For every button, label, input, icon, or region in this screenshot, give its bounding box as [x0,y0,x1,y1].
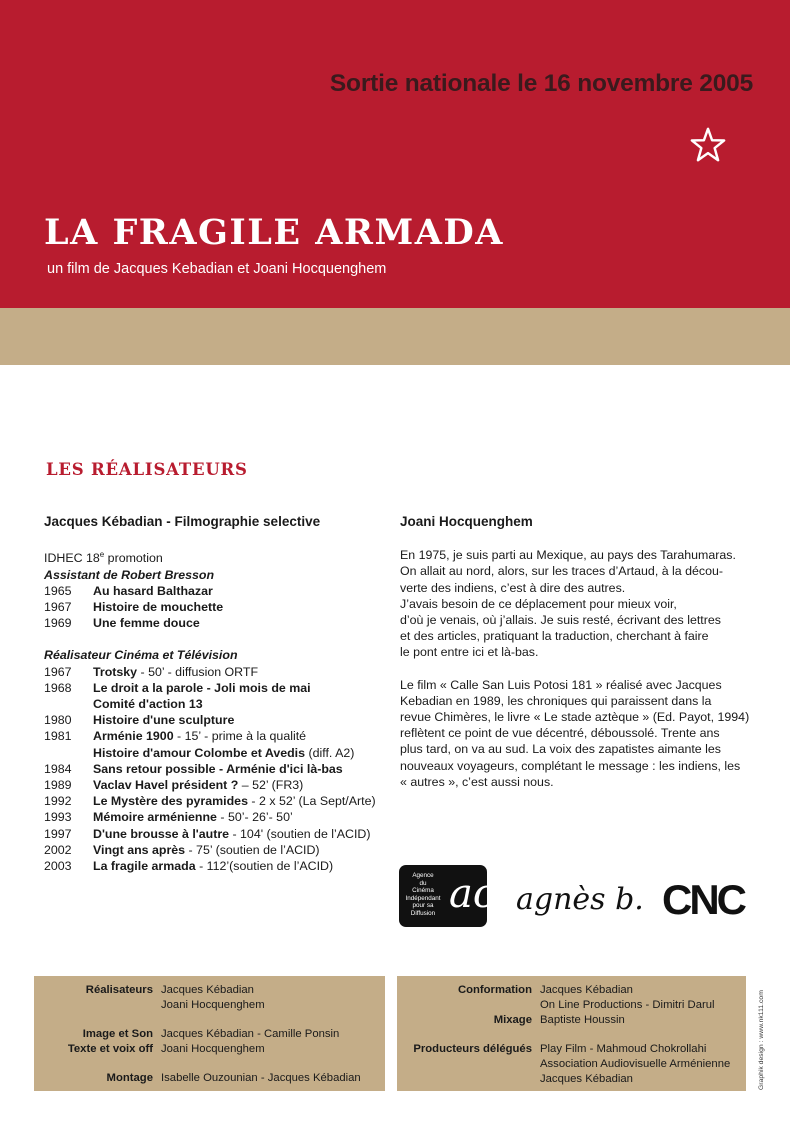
credit-row [34,1027,361,1042]
credit-gap [397,1028,730,1042]
film-year: 1989 [44,777,72,792]
credits-list-left [34,983,361,1086]
acid-logo-mark: acid [449,871,534,917]
film-entry [93,809,384,825]
design-credit: Graphik design : www.nk111.com [758,990,765,1090]
idhec-line: IDHEC 18e promotion [44,550,163,566]
film-entry [93,615,384,631]
bio-column [400,514,750,790]
film-year: 1992 [44,794,72,809]
film-title: Vingt ans après [93,842,186,857]
film-info: – 52’ (FR3) [238,777,304,792]
film-title: LA FRAGILE ARMADA [44,212,504,253]
credit-row [34,1071,361,1086]
film-entry [93,728,384,744]
credit-value: Joani Hocquenghem [161,1043,265,1055]
film-row [44,680,384,696]
film-title: La fragile armada [93,858,196,873]
film-year [44,745,93,761]
credit-value: Joani Hocquenghem [161,999,265,1011]
credit-row [397,1072,730,1087]
film-year: 2003 [44,858,72,873]
film-row [44,712,384,728]
film-title: Sans retour possible - Arménie d'ici là-bas [93,761,343,776]
film-row [44,664,384,680]
film-title: D'une brousse à l'autre [93,826,230,841]
film-year: 2002 [44,842,72,857]
bio-heading: Joani Hocquenghem [400,514,533,529]
film-info: - 15’ - prime à la qualité [173,729,307,744]
film-title: Le Mystère des pyramides [93,794,248,809]
credits-box-right [397,976,746,1091]
film-entry [93,777,384,793]
credit-value: Isabelle Ouzounian - Jacques Kébadian [161,1072,361,1084]
film-entry [93,599,384,615]
film-year: 1981 [44,729,72,744]
film-year: 1969 [44,616,72,631]
film-title: Le droit a la parole - Joli mois de mai [93,680,311,695]
bio-line: plus tard, on va au sud. La voix des zapatistes aimante les [400,742,721,757]
acid-logo [399,865,534,927]
film-entry [93,696,384,712]
credit-label [397,1057,540,1072]
credit-label: Texte et voix off [67,1043,153,1055]
film-year: 1997 [44,826,72,841]
film-entry [93,858,384,874]
credit-label: Conformation [457,984,532,996]
credit-row [34,1042,361,1057]
film-info: - 50’- 26’- 50’ [216,810,293,825]
credit-value: Jacques Kébadian [161,984,254,996]
bio-line: Le film « Calle San Luis Potosi 181 » réalisé avec Jacques [400,677,722,692]
acid-logo-line: Agence [412,872,434,879]
film-title: Une femme douce [93,616,200,631]
bio-line: d’où je venais, où j’allais. Je suis resté, écrivant des lettres [400,613,721,628]
bio-line: J’avais besoin de ce déplacement pour mieux voir, [400,596,677,611]
director-heading: Réalisateur Cinéma et Télévision [44,648,238,663]
credit-label [397,1072,540,1087]
film-title: Comité d'action 13 [93,696,203,711]
bio-paragraph-2 [400,677,750,790]
credit-row [397,1042,730,1057]
film-row [44,858,384,874]
film-title: Trotsky [93,664,138,679]
film-row [44,809,384,825]
credit-value: Association Audiovisuelle Arménienne [540,1058,731,1070]
credit-label [34,998,161,1013]
acid-logo-text [401,872,445,917]
assistant-heading: Assistant de Robert Bresson [44,567,215,582]
credit-row [34,998,361,1013]
film-year: 1968 [44,680,72,695]
credits-box-left [34,976,385,1091]
film-row [44,599,384,615]
film-subtitle: un film de Jacques Kebadian et Joani Hocquenghem [47,261,387,277]
film-entry [93,583,384,599]
credit-row [34,983,361,998]
acid-logo-line: du [419,879,427,887]
credit-value: Baptiste Houssin [540,1014,625,1026]
film-title: Histoire d'amour Colombe et Avedis [93,745,306,760]
film-row [44,793,384,809]
acid-logo-line: Cinéma [412,887,434,894]
film-year: 1980 [44,713,72,728]
acid-logo-line: Indépendant [405,894,441,902]
film-year: 1967 [44,664,72,679]
film-year: 1984 [44,761,72,776]
film-entry [93,842,384,858]
release-date: Sortie nationale le 16 novembre 2005 [329,70,753,97]
bio-line: Kebadian en 1989, les chroniques qui paraissent dans la [400,693,712,708]
film-title: Vaclav Havel président ? [93,777,239,792]
filmography-column [44,514,384,874]
cnc-logo: CNC [662,876,744,923]
tan-band [0,308,790,365]
bio-line: le pont entre ici et là-bas. [400,645,539,660]
credit-label [397,998,540,1013]
section-title: LES RÉALISATEURS [46,460,248,479]
film-info: - 112’(soutien de l’ACID) [195,858,334,873]
film-row [44,745,384,761]
film-title: Histoire d'une sculpture [93,713,235,728]
credit-gap [34,1013,361,1027]
credit-label: Image et Son [82,1028,153,1040]
director-film-list [44,664,384,875]
assistant-film-list [44,583,384,632]
film-title: Au hasard Balthazar [93,583,213,598]
film-entry [93,826,384,842]
credits-list-right [397,983,730,1087]
film-year: 1965 [44,583,72,598]
filmography-heading: Jacques Kébadian - Filmographie selective [44,514,321,529]
film-row [44,777,384,793]
film-entry [93,712,384,728]
film-row [44,583,384,599]
film-entry [93,680,384,696]
credit-gap [34,1057,361,1071]
bio-paragraph-1 [400,547,745,660]
credit-value: On Line Productions - Dimitri Darul [540,999,715,1011]
film-row [44,615,384,631]
credit-value: Jacques Kébadian [540,1073,633,1085]
film-row [44,761,384,777]
film-title: Mémoire arménienne [93,810,217,825]
film-info: - 2 x 52’ (La Sept/Arte) [247,794,376,809]
credit-value: Jacques Kébadian [540,984,633,996]
credit-label: Mixage [493,1014,532,1026]
credit-label: Montage [106,1072,153,1084]
film-info: (diff. A2) [305,745,355,760]
film-title: Histoire de mouchette [93,599,224,614]
film-entry [93,664,384,680]
bio-line: et des articles, pratiquant la traduction, cherchant à faire [400,629,709,644]
agnes-b-logo: agnès b. [516,882,644,917]
film-entry [93,761,384,777]
bio-line: verte des indiens, c’est à dire des autres. [400,580,626,595]
bio-line: « autres », c’est aussi nous. [400,774,554,789]
credit-row [397,998,730,1013]
acid-logo-line: pour sa [412,902,434,909]
film-info: - 50’ - diffusion ORTF [137,664,259,679]
credit-value: Play Film - Mahmoud Chokrollahi [540,1043,707,1055]
bio-line: reflètent ce point de vue décentré, déboussolé. Trente ans [400,726,720,741]
acid-logo-line: Diffusion [410,909,436,917]
credit-row [397,983,730,998]
bio-line: En 1975, je suis parti au Mexique, au pays des Tarahumaras. [400,548,736,563]
film-year: 1967 [44,599,72,614]
credit-label: Producteurs délégués [413,1043,532,1055]
bio-line: nouveaux voyageurs, complétant le message : les indiens, les [400,758,741,773]
credit-label: Réalisateurs [85,984,153,996]
credit-row [397,1013,730,1028]
credit-row [397,1057,730,1072]
film-row [44,826,384,842]
credit-value: Jacques Kébadian - Camille Ponsin [161,1028,340,1040]
star-icon [689,126,727,164]
bio-line: revue Chimères, le livre « Le stade aztèque » (Ed. Payot, 1994) [400,710,750,725]
film-row [44,696,384,712]
film-title: Arménie 1900 [93,729,174,744]
film-info: - 75’ (soutien de l’ACID) [185,842,320,857]
film-info: - 104' (soutien de l’ACID) [229,826,371,841]
film-row [44,728,384,744]
film-entry [93,745,384,761]
film-year [44,696,93,712]
film-entry [93,793,384,809]
bio-line: On allait au nord, alors, sur les traces d’Artaud, à la décou- [400,564,724,579]
film-row [44,842,384,858]
film-year: 1993 [44,810,72,825]
